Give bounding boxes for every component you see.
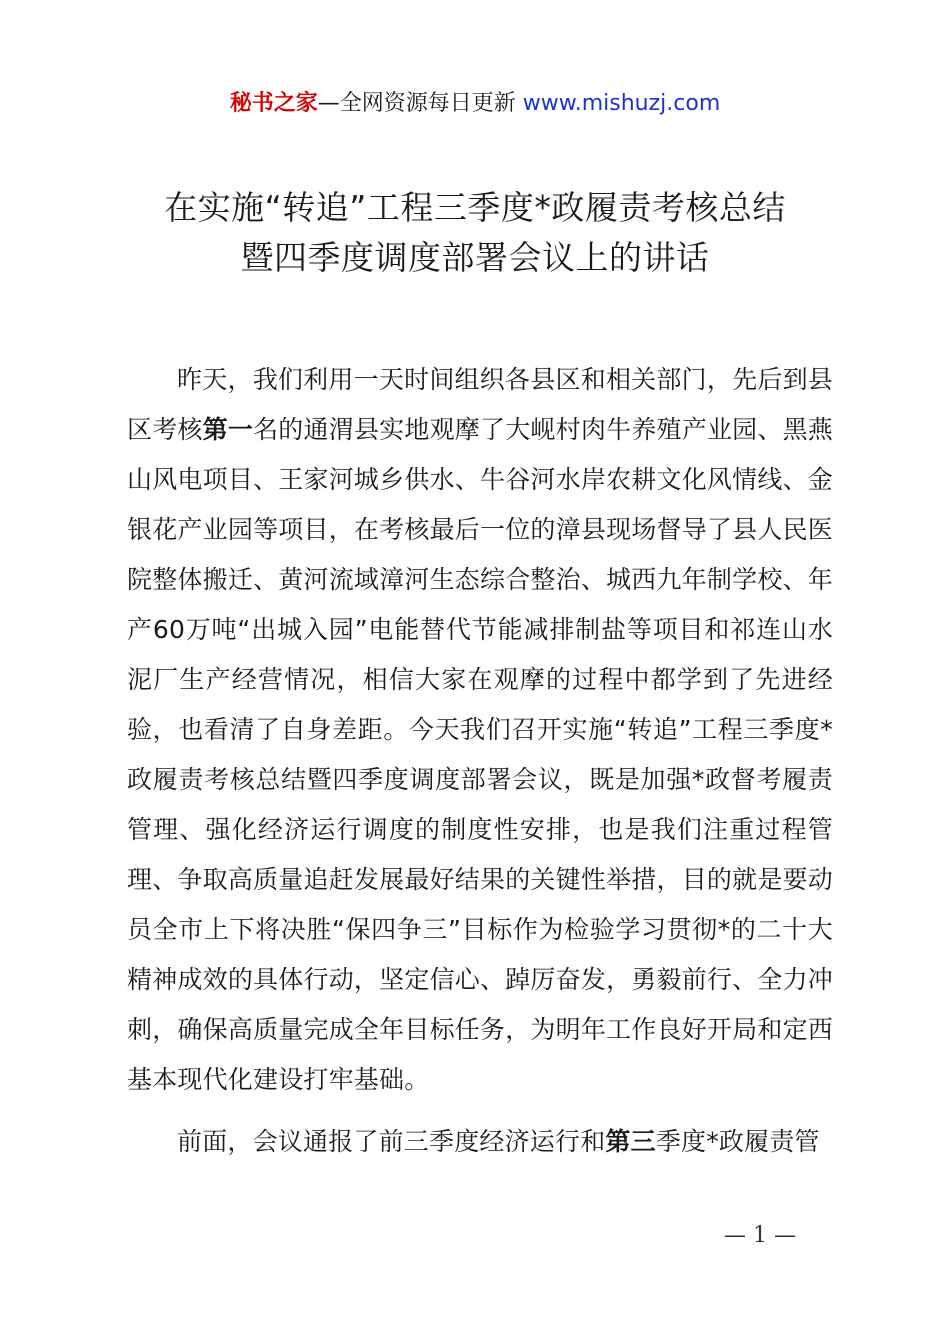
document-body xyxy=(127,355,833,1167)
paragraph-2-bold: 第三 xyxy=(605,1127,656,1156)
page-number: — 1 — xyxy=(724,1223,796,1248)
title-line-1: 在实施“转追”工程三季度*政履责考核总结 xyxy=(164,188,786,227)
paragraph-1-bold: 第一 xyxy=(202,415,254,444)
title-line-2: 暨四季度调度部署会议上的讲话 xyxy=(240,238,710,277)
site-tagline: —全网资源每日更新 xyxy=(317,91,523,116)
document-title xyxy=(120,183,830,283)
paragraph-1-text-a: 昨天，我们利用一天时间组织各县区和相关部门，先后到县区考核 xyxy=(127,365,833,444)
paragraph-2-text-b: 季度*政履责管 xyxy=(655,1127,820,1156)
paragraph-1-text-b: 名的通渭县实地观摩了大岘村肉牛养殖产业园、黑燕山风电项目、王家河城乡供水、牛谷河水岸农耕文化风情线、金银花产业园等项目，在考核最后一位的漳县现场督导了县人民医院整体搬迁、黄河流域漳河生态综合整治、城西九年制学校、年产60万吨“出城入园”电能替代节能减排制盐等项目和祁连山水泥厂生产经营情况，相信大家在观摩的过程中都学到了先进经验，也看清了自身差距。今天我们召开实施“转追”工程三季度*政履责考核总结暨四季度调度部署会议，既是加强*政督考履责管理、强化经济运行调度的制度性安排，也是我们注重过程管理、争取高质量追赶发展最好结果的关键性举措，目的就是要动员全市上下将决胜“保四争三”目标作为检验学习贯彻*的二十大精神成效的具体行动，坚定信心、踔厉奋发，勇毅前行、全力冲刺，确保高质量完成全年目标任务，为明年工作良好开局和定西基本现代化建设打牢基础。 xyxy=(127,415,834,1094)
paragraph-1 xyxy=(127,355,833,1105)
site-name: 秘书之家 xyxy=(229,91,318,116)
paragraph-2-text-a: 前面，会议通报了前三季度经济运行和 xyxy=(177,1127,606,1156)
site-header xyxy=(0,88,950,120)
site-url-link[interactable]: www.mishuzj.com xyxy=(522,91,721,116)
paragraph-2 xyxy=(127,1117,833,1167)
